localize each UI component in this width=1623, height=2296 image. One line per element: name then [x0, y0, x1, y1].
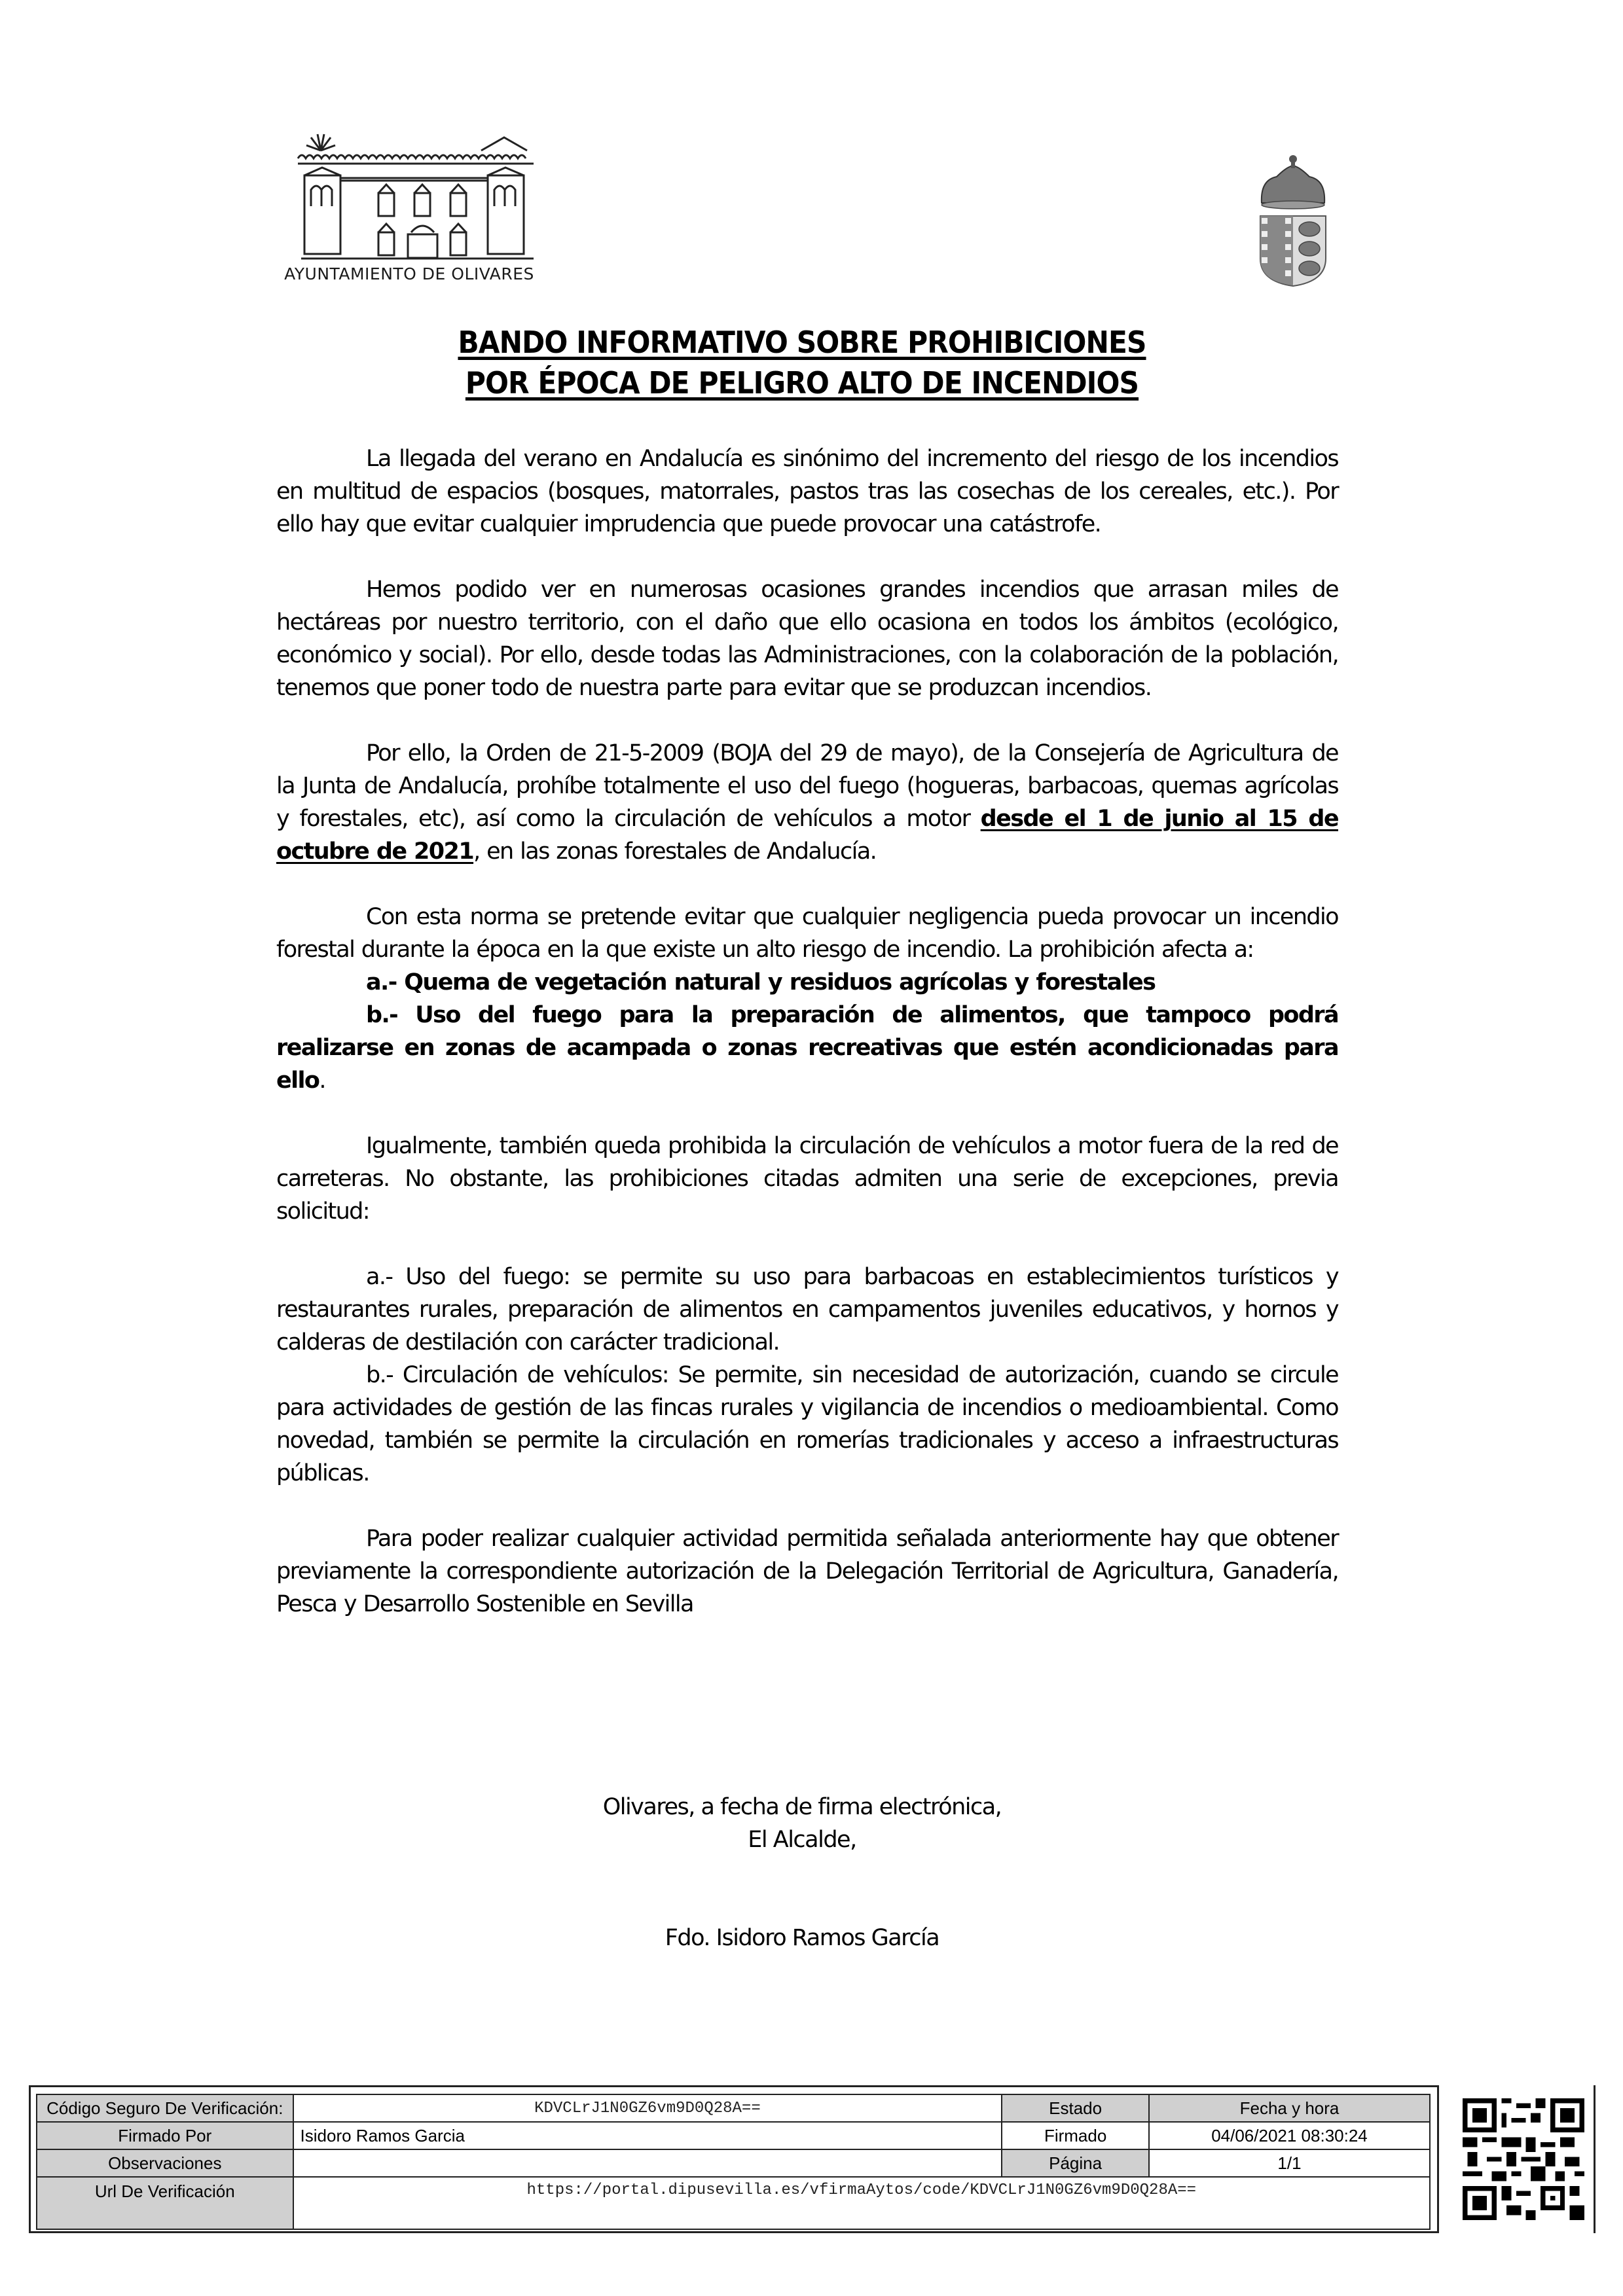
- prohibition-b-text: b.- Uso del fuego para la preparación de alimentos, que tampoco podrá realizarse en zonas de acampada o zonas recreativas que estén acondicionadas para ello: [276, 1002, 1338, 1094]
- closing-role: El Alcalde,: [748, 1827, 856, 1853]
- fecha-label: Fecha y hora: [1149, 2094, 1430, 2122]
- url-value[interactable]: https://portal.dipusevilla.es/vfirmaAytos/code/KDVCLrJ1N0GZ6vm9D0Q28A==: [293, 2177, 1430, 2229]
- document-title: [262, 322, 1342, 403]
- prohibition-item-a: a.- Quema de vegetación natural y residuos agrícolas y forestales: [366, 969, 1156, 996]
- closing-signature: Fdo. Isidoro Ramos García: [665, 1925, 939, 1951]
- coat-of-arms: [1254, 147, 1332, 288]
- order-text-end: , en las zonas forestales de Andalucía.: [473, 838, 877, 865]
- closing-block: [262, 1791, 1342, 1954]
- closing-place-date: Olivares, a fecha de firma electrónica,: [602, 1794, 1002, 1820]
- coat-of-arms-icon: [1254, 147, 1332, 288]
- firmado-por-label: Firmado Por: [37, 2122, 293, 2149]
- prohibition-b-period: .: [319, 1067, 325, 1094]
- observaciones-label: Observaciones: [37, 2149, 293, 2177]
- title-line-2: POR ÉPOCA DE PELIGRO ALTO DE INCENDIOS: [465, 365, 1139, 401]
- fecha-value: 04/06/2021 08:30:24: [1149, 2122, 1430, 2149]
- table-row: [37, 2149, 1430, 2177]
- table-row: [37, 2177, 1430, 2229]
- paragraph-authorization: Para poder realizar cualquier actividad permitida señalada anteriormente hay que obtener previamente la correspondiente autorización de la Delegación Territorial de Agricultura, Ganadería, Pesca y Desarrollo Sostenible en Sevilla: [276, 1526, 1338, 1617]
- exception-item-a: a.- Uso del fuego: se permite su uso para barbacoas en establecimientos turísticos y restaurantes rurales, preparación de alimentos en campamentos juveniles educativos, y hornos y calderas de destilación con carácter tradicional.: [276, 1264, 1338, 1355]
- csv-label: Código Seguro De Verificación:: [37, 2094, 293, 2122]
- firmado-por-value: Isidoro Ramos Garcia: [293, 2122, 1002, 2149]
- verification-footer: [29, 2085, 1596, 2233]
- qr-frame: [1437, 2085, 1596, 2233]
- pagina-value: 1/1: [1149, 2149, 1430, 2177]
- estado-label: Estado: [1002, 2094, 1149, 2122]
- table-row: [37, 2122, 1430, 2149]
- order-text: Por ello, la Orden de 21-5-2009 (BOJA del 29 de mayo), de la Consejería de Agricultura de la Junta de Andalucía, prohíbe totalmente el uso del fuego (hogueras, barbacoas, quemas agrícolas y forestales, etc), así como la circulación de vehículos a motor: [276, 740, 1338, 832]
- paragraph-fires: Hemos podido ver en numerosas ocasiones grandes incendios que arrasan miles de hectáreas por nuestro territorio, con el daño que ello ocasiona en todos los ámbitos (ecológico, económico y social). Por ello, desde todas las Administraciones, con la colaboración de la población, tenemos que poner todo de nuestra parte para evitar que se produzcan incendios.: [276, 577, 1338, 701]
- paragraph-vehicles: Igualmente, también queda prohibida la circulación de vehículos a motor fuera de la red de carreteras. No obstante, las prohibiciones citadas admiten una serie de excepciones, previa solicitud:: [276, 1133, 1338, 1225]
- table-row: [37, 2094, 1430, 2122]
- logo-caption: AYUNTAMIENTO DE OLIVARES: [284, 264, 534, 283]
- verification-table: [36, 2094, 1431, 2230]
- observaciones-value: [293, 2149, 1002, 2177]
- paragraph-norm: Con esta norma se pretende evitar que cualquier negligencia pueda provocar un incendio forestal durante la época en la que existe un alto riesgo de incendio. La prohibición afecta a:: [276, 904, 1338, 963]
- url-label: Url De Verificación: [37, 2177, 293, 2229]
- title-line-1: BANDO INFORMATIVO SOBRE PROHIBICIONES: [458, 325, 1146, 360]
- prohibition-period: desde el 1 de junio al 15 de octubre de 2021: [276, 806, 1338, 865]
- csv-value: KDVCLrJ1N0GZ6vm9D0Q28A==: [293, 2094, 1002, 2122]
- document-body: [276, 442, 1338, 1621]
- town-hall-icon: [282, 124, 537, 262]
- exception-item-b: b.- Circulación de vehículos: Se permite, sin necesidad de autorización, cuando se circule para actividades de gestión de las fincas rurales y vigilancia de incendios o medioambiental. Como novedad, también se permite la circulación en romerías tradicionales y acceso a infraestructuras públicas.: [276, 1362, 1338, 1486]
- estado-value: Firmado: [1002, 2122, 1149, 2149]
- paragraph-intro: La llegada del verano en Andalucía es sinónimo del incremento del riesgo de los incendios en multitud de espacios (bosques, matorrales, pastos tras las cosechas de los cereales, etc.). Por ello hay que evitar cualquier imprudencia que puede provocar una catástrofe.: [276, 446, 1338, 537]
- qr-code-icon[interactable]: [1463, 2098, 1584, 2220]
- prohibition-item-b: [276, 999, 1338, 1097]
- ayuntamiento-logo: [282, 124, 537, 288]
- paragraph-order: [276, 737, 1338, 868]
- pagina-label: Página: [1002, 2149, 1149, 2177]
